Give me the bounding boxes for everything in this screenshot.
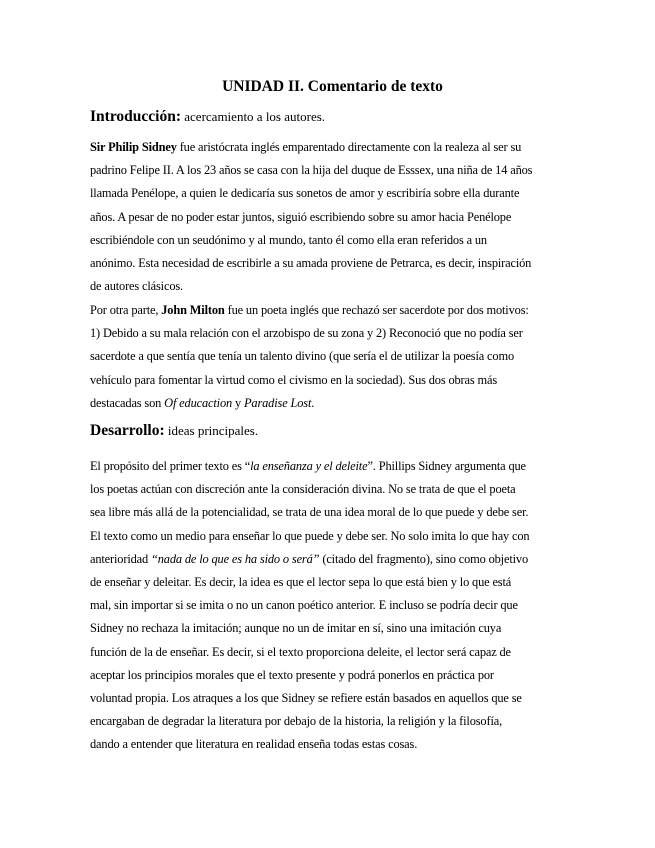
text-line: aceptar los principios morales que el texto presente y podrá ponerlos en práctica por (90, 667, 494, 682)
text-line (90, 455, 575, 478)
desarrollo-heading: Desarrollo: (90, 422, 165, 439)
text-line: Sidney no rechaza la imitación; aunque no un de imitar en sí, sino una imitación cuya (90, 621, 502, 636)
text-line: anónimo. Esta necesidad de escribirle a su amada proviene de Petrarca, es decir, inspiración (90, 256, 532, 271)
text-line: escribiéndole con un seudónimo y al mundo, tanto él como ella eran referidos a un (90, 232, 487, 247)
introduccion-heading: Introducción: (90, 108, 182, 125)
text-run: fue un poeta inglés que rechazó ser sacerdote por dos motivos: (224, 303, 529, 317)
paragraph-milton (90, 299, 575, 415)
text-line: voluntad propia. Los atraques a los que Sidney se refiere están basados en aquellos que se (90, 691, 522, 706)
text-line: 1) Debido a su mala relación con el arzobispo de su zona y 2) Reconoció que no podía ser (90, 326, 523, 341)
name-philip-sidney: Sir Philip Sidney (90, 140, 177, 154)
text-line: dando a entender que literatura en realidad enseña todas estas cosas. (90, 737, 418, 752)
section-heading-desarrollo (90, 421, 258, 441)
quote-nada-de-lo-que-es: “nada de lo que es ha sido o será” (151, 551, 320, 566)
text-run: fue aristócrata inglés emparentado directamente con la realeza al ser su (176, 140, 522, 154)
text-line: de autores clásicos. (90, 279, 183, 294)
section-heading-introduccion (90, 107, 325, 127)
text-line: sea libre más allá de la potencialidad, se trata de una idea moral de lo que puede y debe ser. (90, 505, 529, 520)
introduccion-subtitle: acercamiento a los autores. (181, 109, 326, 124)
book-title-paradise-lost: Paradise Lost (244, 395, 312, 410)
text-line: encargaban de degradar la literatura por debajo de la historia, la religión y la filosofía, (90, 714, 503, 729)
text-line: padrino Felipe II. A los 23 años se casa con la hija del duque de Esssex, una niña de 14 años (90, 163, 533, 178)
quote-ensenanza-deleite: la enseñanza y el deleite (250, 459, 368, 473)
text-run: ”. Phillips Sidney argumenta que (367, 459, 526, 473)
text-line: de enseñar y deleitar. Es decir, la idea es que el lector sepa lo que está bien y lo que está (90, 575, 512, 590)
text-run: anterioridad (90, 551, 152, 566)
desarrollo-subtitle: ideas principales. (164, 423, 259, 438)
text-line (90, 548, 575, 571)
text-line: función de la de enseñar. Es decir, si el texto proporciona deleite, el lector será capaz de (90, 644, 511, 659)
name-john-milton: John Milton (161, 303, 225, 317)
text-run: y (232, 395, 244, 410)
text-run: Por otra parte, (90, 303, 162, 317)
page-title: UNIDAD II. Comentario de texto (222, 78, 443, 95)
text-run: El propósito del primer texto es “ (90, 459, 251, 473)
text-line: años. A pesar de no poder estar juntos, siguió escribiendo sobre su amor hacia Penélope (90, 209, 512, 224)
paragraph-desarrollo (90, 455, 575, 757)
text-run: destacadas son (90, 395, 165, 410)
text-line: los poetas actúan con discreción ante la consideración divina. No se trata de que el poeta (90, 482, 516, 497)
text-line (90, 392, 575, 415)
text-line: llamada Penélope, a quien le dedicaría sus sonetos de amor y escribiría sobre ella durante (90, 186, 520, 201)
text-line (90, 136, 575, 159)
text-line: El texto como un medio para enseñar lo que puede y debe ser. No solo imita lo que hay con (90, 528, 530, 543)
text-run: . (311, 395, 315, 410)
text-line: mal, sin importar si se imita o no un canon poético anterior. E incluso se podría decir que (90, 598, 518, 613)
book-title-of-education: Of educaction (164, 395, 233, 410)
text-line: sacerdote a que sentía que tenía un talento divino (que sería el de utilizar la poesía como (90, 349, 514, 364)
text-line: vehículo para fomentar la virtud como el civismo en la sociedad). Sus dos obras más (90, 372, 497, 387)
paragraph-sidney (90, 136, 575, 298)
text-run: (citado del fragmento), sino como objetivo (319, 551, 528, 566)
text-line (90, 299, 575, 322)
